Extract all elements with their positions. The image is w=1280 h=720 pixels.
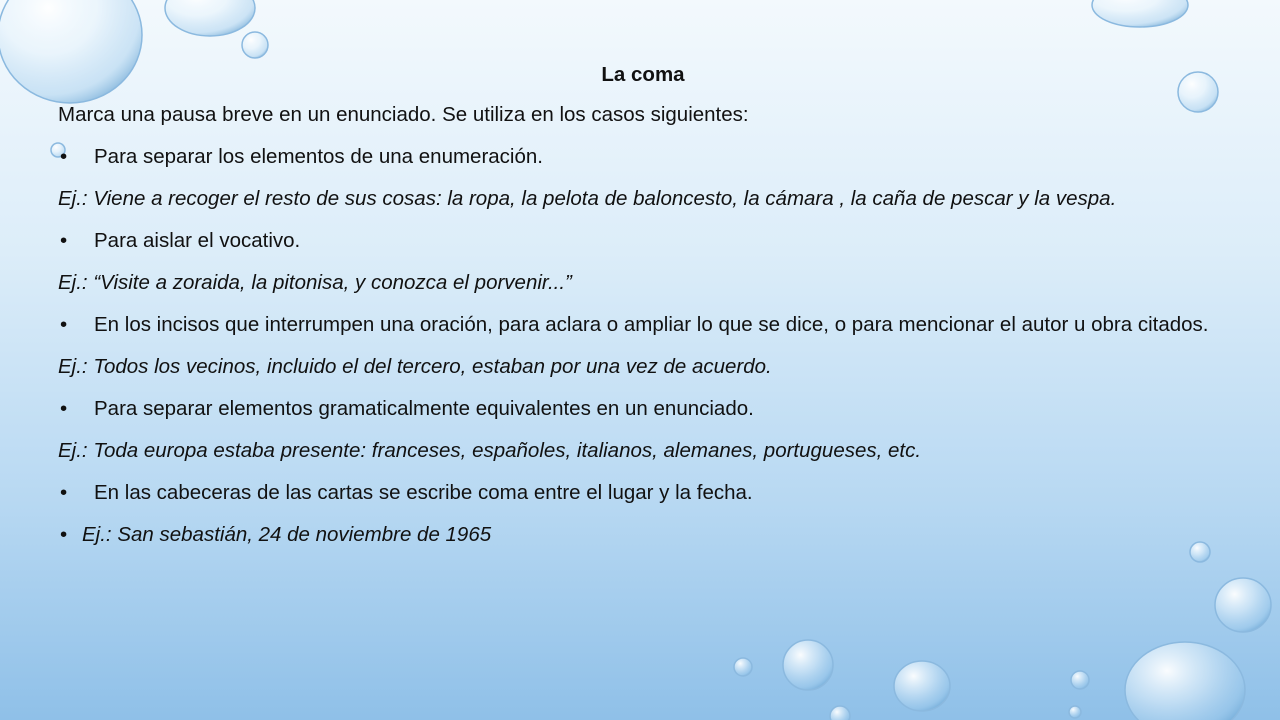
- drop-bottom-tiny-2: [1069, 706, 1081, 718]
- bullet-icon: •: [60, 145, 68, 168]
- bullet-icon: •: [60, 229, 68, 252]
- drop-bottom-tiny: [734, 658, 752, 676]
- example-text: Ej.: Todos los vecinos, incluido el del tercero, estaban por una vez de acuerdo.: [58, 355, 772, 378]
- bullet-icon: •: [60, 481, 68, 504]
- drop-bottom-edge: [830, 706, 850, 720]
- rule-text: Para separar elementos gramaticalmente equivalentes en un enunciado.: [94, 397, 754, 420]
- drop-top-right: [1092, 0, 1188, 27]
- slide-title: La coma: [601, 63, 685, 86]
- rule-text: En las cabeceras de las cartas se escribe coma entre el lugar y la fecha.: [94, 481, 753, 504]
- drop-bottom-mid: [894, 661, 950, 711]
- drop-right-mid: [1215, 578, 1271, 632]
- drop-top: [165, 0, 255, 36]
- drop-bottom-small: [1071, 671, 1089, 689]
- example-text: Ej.: Viene a recoger el resto de sus cosas: la ropa, la pelota de baloncesto, la cámara , la caña de pescar y la vespa.: [58, 187, 1117, 210]
- bullet-icon: •: [60, 397, 68, 420]
- example-text: Ej.: “Visite a zoraida, la pitonisa, y conozca el porvenir...”: [58, 271, 572, 294]
- list-item: [58, 520, 1228, 550]
- rule-text: Para separar los elementos de una enumeración.: [94, 145, 543, 168]
- list-item: [58, 226, 1228, 256]
- example-text: Ej.: San sebastián, 24 de noviembre de 1965: [82, 523, 492, 546]
- bullet-icon: •: [60, 313, 68, 336]
- list-item: [58, 394, 1228, 424]
- list-item: [58, 478, 1228, 508]
- list-item: [58, 142, 1228, 172]
- rule-text: Para aislar el vocativo.: [94, 229, 301, 252]
- drop-small-top: [242, 32, 268, 58]
- rule-text: En los incisos que interrumpen una oración, para aclara o ampliar lo que se dice, o para mencionar el autor u obra citados.: [94, 313, 1209, 336]
- list-item: [58, 310, 1228, 340]
- intro-text: Marca una pausa breve en un enunciado. Se utiliza en los casos siguientes:: [58, 103, 749, 126]
- drop-large-bottom-right: [1125, 642, 1245, 720]
- drop-bottom: [783, 640, 833, 690]
- slide-content: [58, 60, 1228, 562]
- bullet-icon: •: [60, 523, 68, 546]
- example-text: Ej.: Toda europa estaba presente: franceses, españoles, italianos, alemanes, portugueses, etc.: [58, 439, 922, 462]
